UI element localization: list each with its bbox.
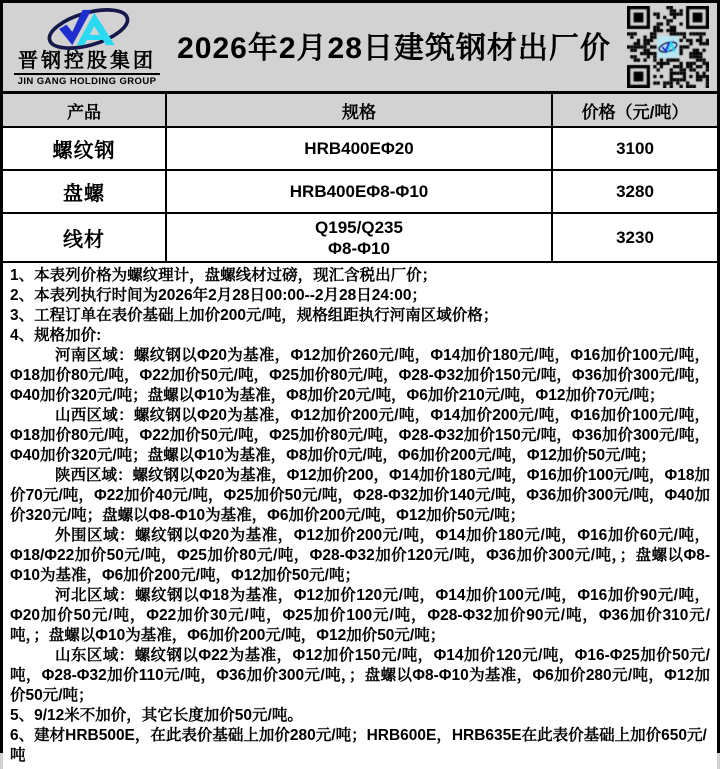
brand-divider (14, 73, 160, 75)
row-coil-spec: HRB400EΦ8-Φ10 (167, 171, 551, 212)
qr-code-wrap (625, 6, 711, 88)
jingang-logo-icon (41, 7, 133, 51)
price-table (3, 91, 717, 263)
row-wire-spec (167, 214, 551, 261)
brand-block (11, 7, 163, 87)
note-1: 1、本表列价格为螺纹理计，盘螺线材过磅，现汇含税出厂价； (10, 267, 438, 284)
notes-section (3, 263, 717, 769)
note-region-henan: 河南区域：螺纹钢以Φ20为基准，Φ12加价260元/吨，Φ14加价180元/吨，Φ16加价100元/吨，Φ18加价80元/吨，Φ22加价50元/吨，Φ25加价80元/吨，Φ28-Φ32加价150元/吨，Φ36加价300元/吨，Φ40加价320元/吨；盘螺以Φ10为基准，Φ8加价20元/吨，Φ6加价210元/吨，Φ12加价70元/吨； (10, 347, 710, 404)
row-wire-spec-line1: Q195/Q235 (315, 217, 403, 237)
note-2: 2、本表列执行时间为2026年2月28日00:00--2月28日24:00； (10, 287, 427, 304)
row-rebar-spec: HRB400EΦ20 (167, 128, 551, 169)
header (3, 3, 717, 91)
note-4: 4、规格加价: (10, 327, 102, 344)
qr-code-icon (627, 6, 709, 88)
brand-name-cn: 晋钢控股集团 (18, 50, 156, 72)
col-header-product: 产品 (3, 94, 165, 126)
note-3: 3、工程订单在表价基础上加价200元/吨，规格组距执行河南区域价格； (10, 307, 499, 324)
note-region-shandong: 山东区域：螺纹钢以Φ22为基准，Φ12加价150元/吨，Φ14加价120元/吨，Φ16-Φ25加价50元/吨，Φ28-Φ32加价110元/吨，Φ36加价300元/吨，；盘螺以Φ8-Φ10为基准，Φ6加价280元/吨，Φ12加价50元/吨； (10, 647, 710, 704)
row-rebar-price: 3100 (553, 128, 717, 169)
note-5: 5、9/12米不加价，其它长度加价50元/吨。 (10, 707, 303, 724)
brand-name-en: JIN GANG HOLDING GROUP (17, 76, 157, 87)
note-region-shaanxi: 陕西区域：螺纹钢以Φ20为基准，Φ12加价200，Φ14加价180元/吨，Φ16加价100元/吨，Φ18加价70元/吨，Φ22加价40元/吨，Φ25加价50元/吨，Φ28-Φ32加价140元/吨，Φ36加价300元/吨，Φ40加价320元/吨；盘螺以Φ8-Φ10为基准，Φ6加价200元/吨，Φ12加价50元/吨； (10, 467, 710, 524)
row-wire-spec-line2: Φ8-Φ10 (328, 238, 390, 258)
col-header-price: 价格（元/吨） (553, 94, 717, 126)
note-6: 6、建材HRB500E，在此表价基础上加价280元/吨；HRB600E，HRB635E在此表价基础上加价650元/吨 (10, 727, 707, 764)
note-region-hebei: 河北区域：螺纹钢以Φ18为基准，Φ12加价120元/吨，Φ14加价100元/吨，Φ16加价90元/吨，Φ20加价50元/吨，Φ22加价30元/吨，Φ25加价100元/吨，Φ28-Φ32加价90元/吨，Φ36加价310元/吨，；盘螺以Φ10为基准，Φ6加价200元/吨，Φ12加价50元/吨； (10, 587, 710, 644)
row-wire-product: 线材 (3, 214, 165, 261)
row-coil-price: 3280 (553, 171, 717, 212)
page-title: 2026年2月28日建筑钢材出厂价 (177, 32, 611, 65)
note-region-outer: 外围区域：螺纹钢以Φ20为基准，Φ12加价200元/吨，Φ14加价180元/吨，Φ16加价60元/吨，Φ18/Φ22加价50元/吨，Φ25加价80元/吨，Φ28-Φ32加价120元/吨，Φ36加价300元/吨，；盘螺以Φ8-Φ10为基准，Φ6加价200元/吨，Φ12加价50元/吨； (10, 527, 710, 584)
note-region-shanxi: 山西区域：螺纹钢以Φ20为基准，Φ12加价200元/吨，Φ14加价200元/吨，Φ16加价100元/吨，Φ18加价80元/吨，Φ22加价50元/吨，Φ25加价80元/吨，Φ28-Φ32加价150元/吨，Φ36加价300元/吨，Φ40加价320元/吨；盘螺以Φ10为基准，Φ8加价0元/吨，Φ6加价200元/吨，Φ12加价50元/吨； (10, 407, 710, 464)
col-header-spec: 规格 (167, 94, 551, 126)
row-rebar-product: 螺纹钢 (3, 128, 165, 169)
row-wire-price: 3230 (553, 214, 717, 261)
row-coil-product: 盘螺 (3, 171, 165, 212)
